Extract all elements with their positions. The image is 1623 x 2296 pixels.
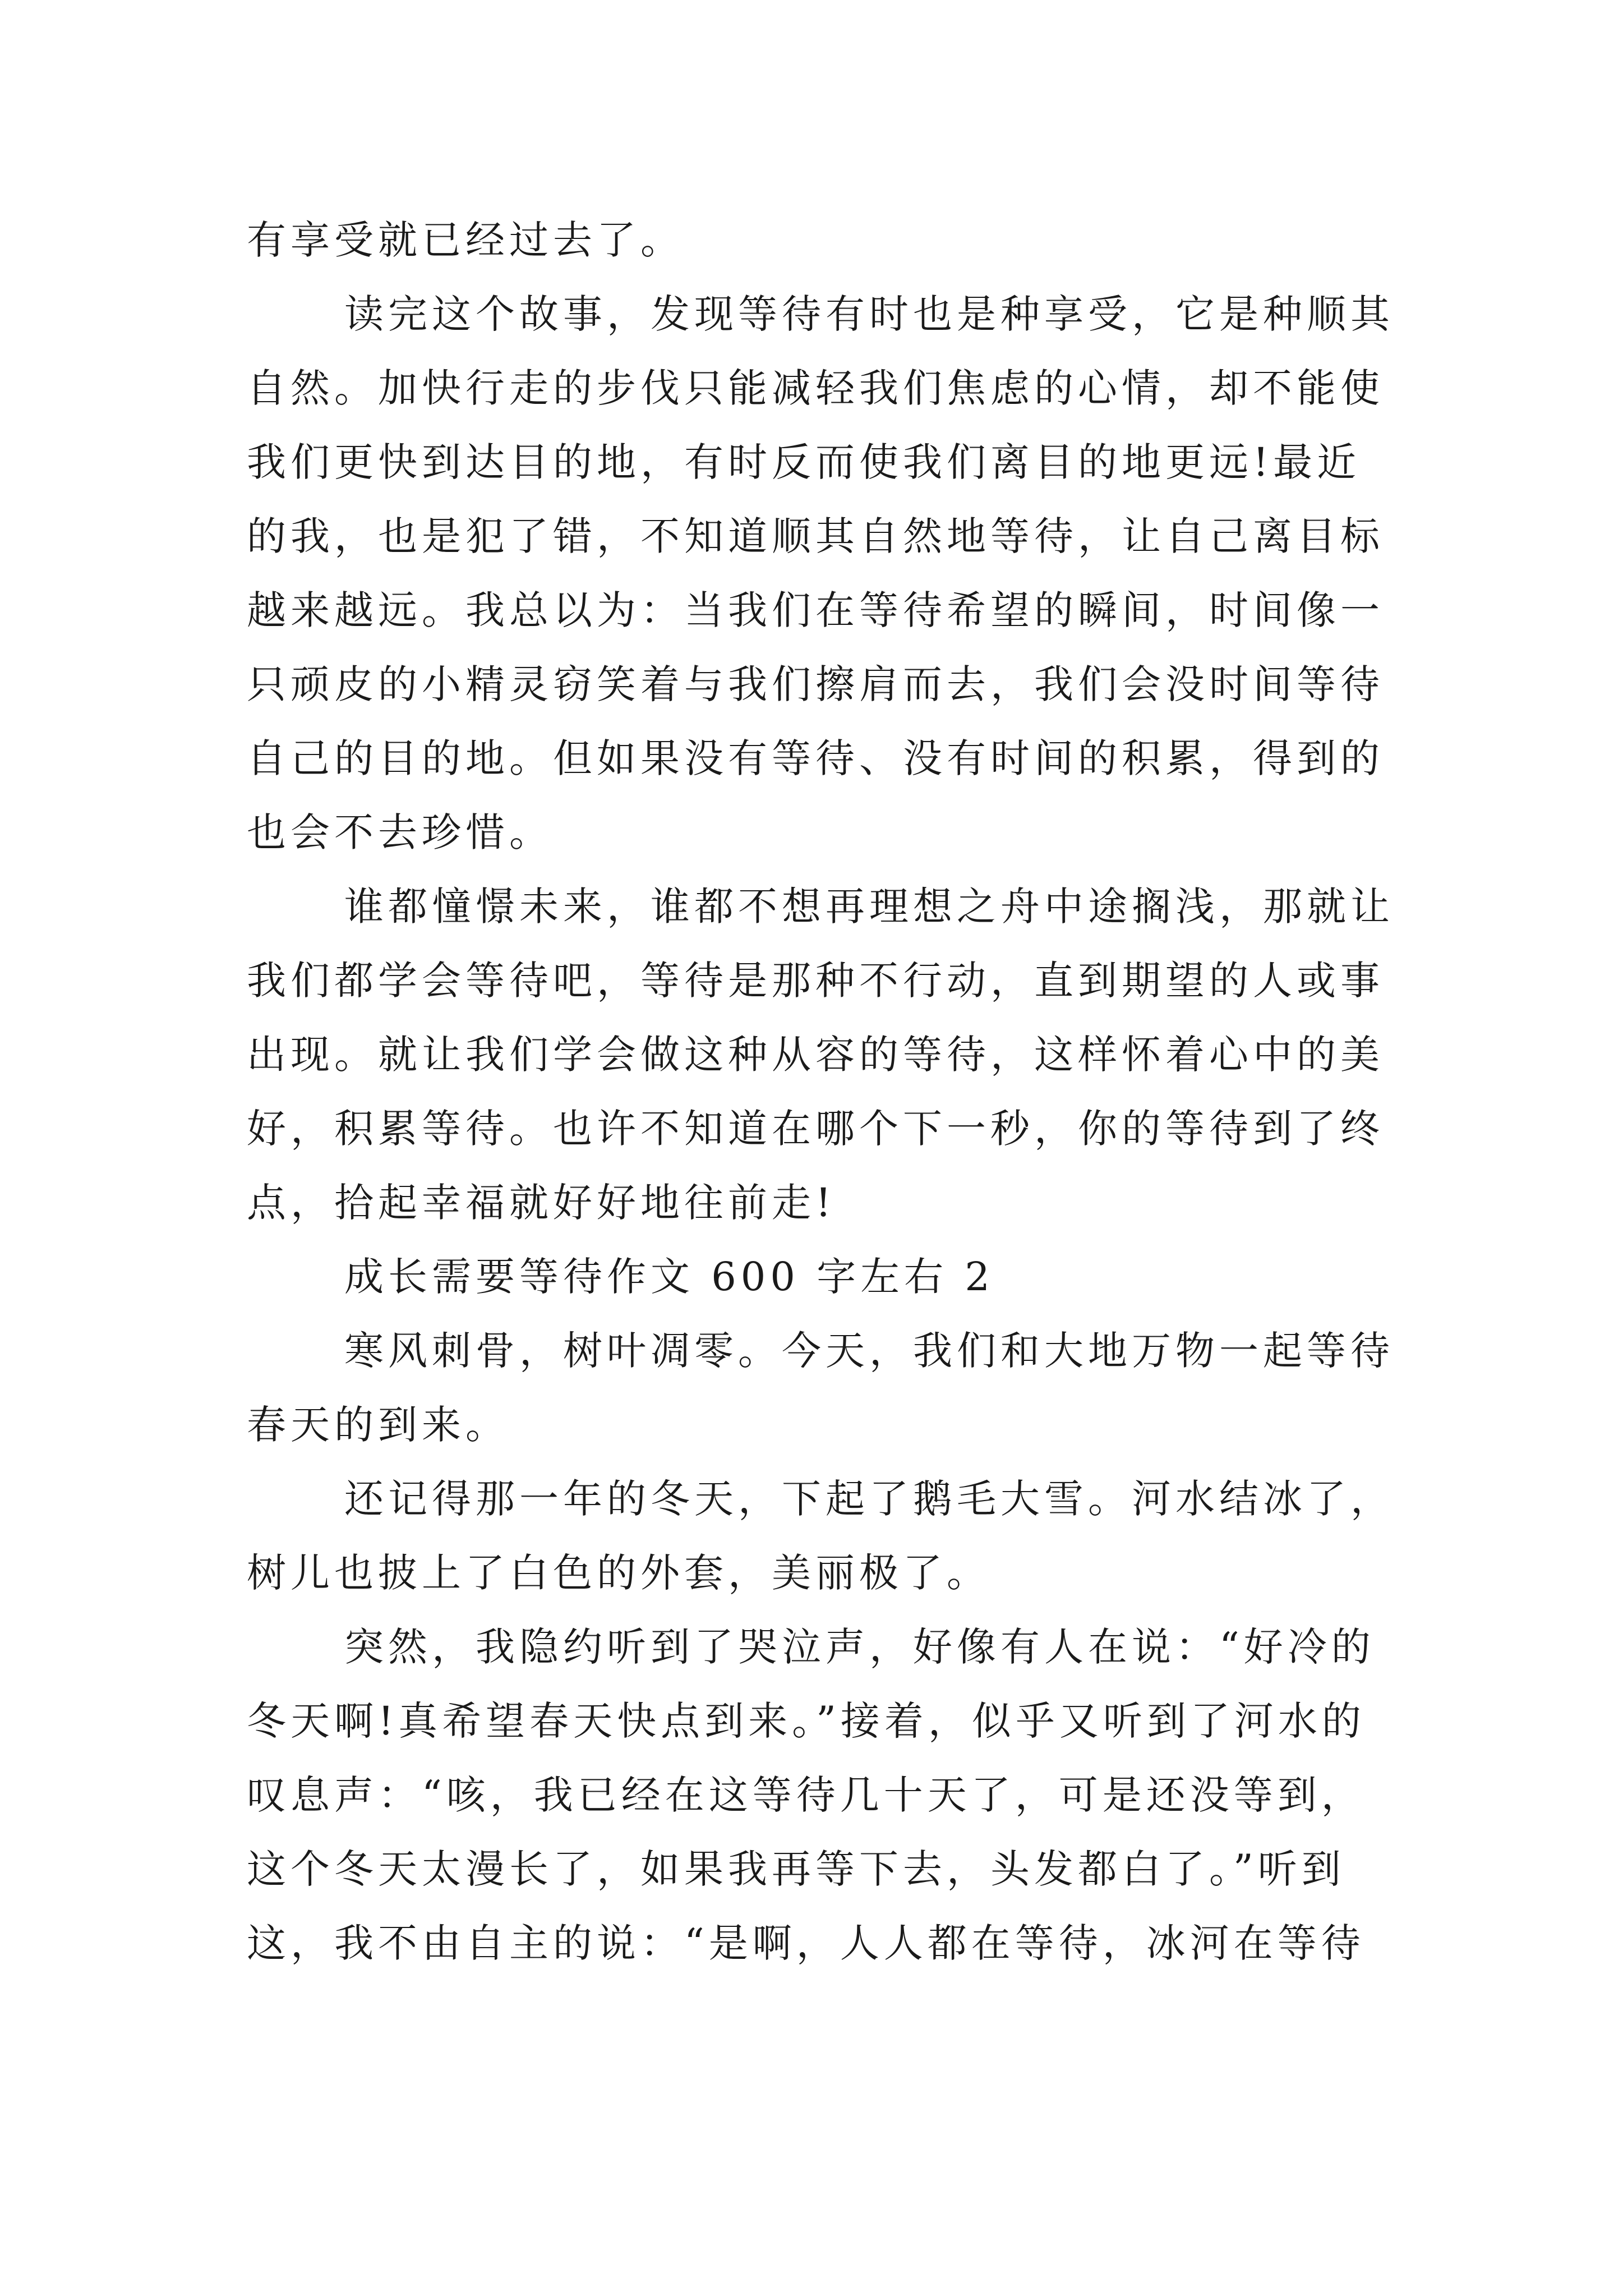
- text-line-16: 寒风刺骨，树叶凋零。今天，我们和大地万物一起等待: [344, 1328, 1394, 1374]
- text-line-10: 谁都憧憬未来，谁都不想再理想之舟中途搁浅，那就让: [344, 884, 1394, 930]
- text-line-8: 自己的目的地。但如果没有等待、没有时间的积累，得到的: [247, 735, 1384, 781]
- text-line-6: 越来越远。我总以为：当我们在等待希望的瞬间，时间像一: [247, 587, 1384, 633]
- text-line-13: 好，积累等待。也许不知道在哪个下一秒，你的等待到了终: [247, 1106, 1384, 1152]
- text-line-20: 突然，我隐约听到了哭泣声，好像有人在说：“好冷的: [344, 1624, 1375, 1670]
- text-line-4: 我们更快到达目的地，有时反而使我们离目的地更远!最近: [247, 439, 1361, 485]
- document-body: [247, 203, 1394, 1980]
- text-line-3: 自然。加快行走的步伐只能减轻我们焦虑的心情，却不能使: [247, 365, 1384, 411]
- text-line-1: 有享受就已经过去了。: [247, 217, 684, 263]
- text-line-21: 冬天啊!真希望春天快点到来。”接着，似乎又听到了河水的: [247, 1698, 1366, 1744]
- text-line-14: 点，拾起幸福就好好地往前走!: [247, 1180, 836, 1226]
- text-line-12: 出现。就让我们学会做这种从容的等待，这样怀着心中的美: [247, 1032, 1384, 1078]
- text-line-17: 春天的到来。: [247, 1402, 509, 1448]
- text-line-19: 树儿也披上了白色的外套，美丽极了。: [247, 1550, 990, 1596]
- text-line-11: 我们都学会等待吧，等待是那种不行动，直到期望的人或事: [247, 958, 1384, 1004]
- text-line-7: 只顽皮的小精灵窃笑着与我们擦肩而去，我们会没时间等待: [247, 661, 1384, 707]
- text-line-22: 叹息声：“咳，我已经在这等待几十天了，可是还没等到，: [247, 1772, 1365, 1818]
- text-line-2: 读完这个故事，发现等待有时也是种享受，它是种顺其: [344, 291, 1394, 337]
- section-heading: 成长需要等待作文 600 字左右 2: [344, 1254, 994, 1300]
- text-line-5: 的我，也是犯了错，不知道顺其自然地等待，让自己离目标: [247, 513, 1384, 559]
- text-line-24: 这，我不由自主的说：“是啊，人人都在等待，冰河在等待: [247, 1920, 1365, 1966]
- text-line-9: 也会不去珍惜。: [247, 809, 553, 855]
- text-line-23: 这个冬天太漫长了，如果我再等下去，头发都白了。”听到: [247, 1846, 1345, 1892]
- text-line-18: 还记得那一年的冬天，下起了鹅毛大雪。河水结冰了，: [344, 1476, 1394, 1522]
